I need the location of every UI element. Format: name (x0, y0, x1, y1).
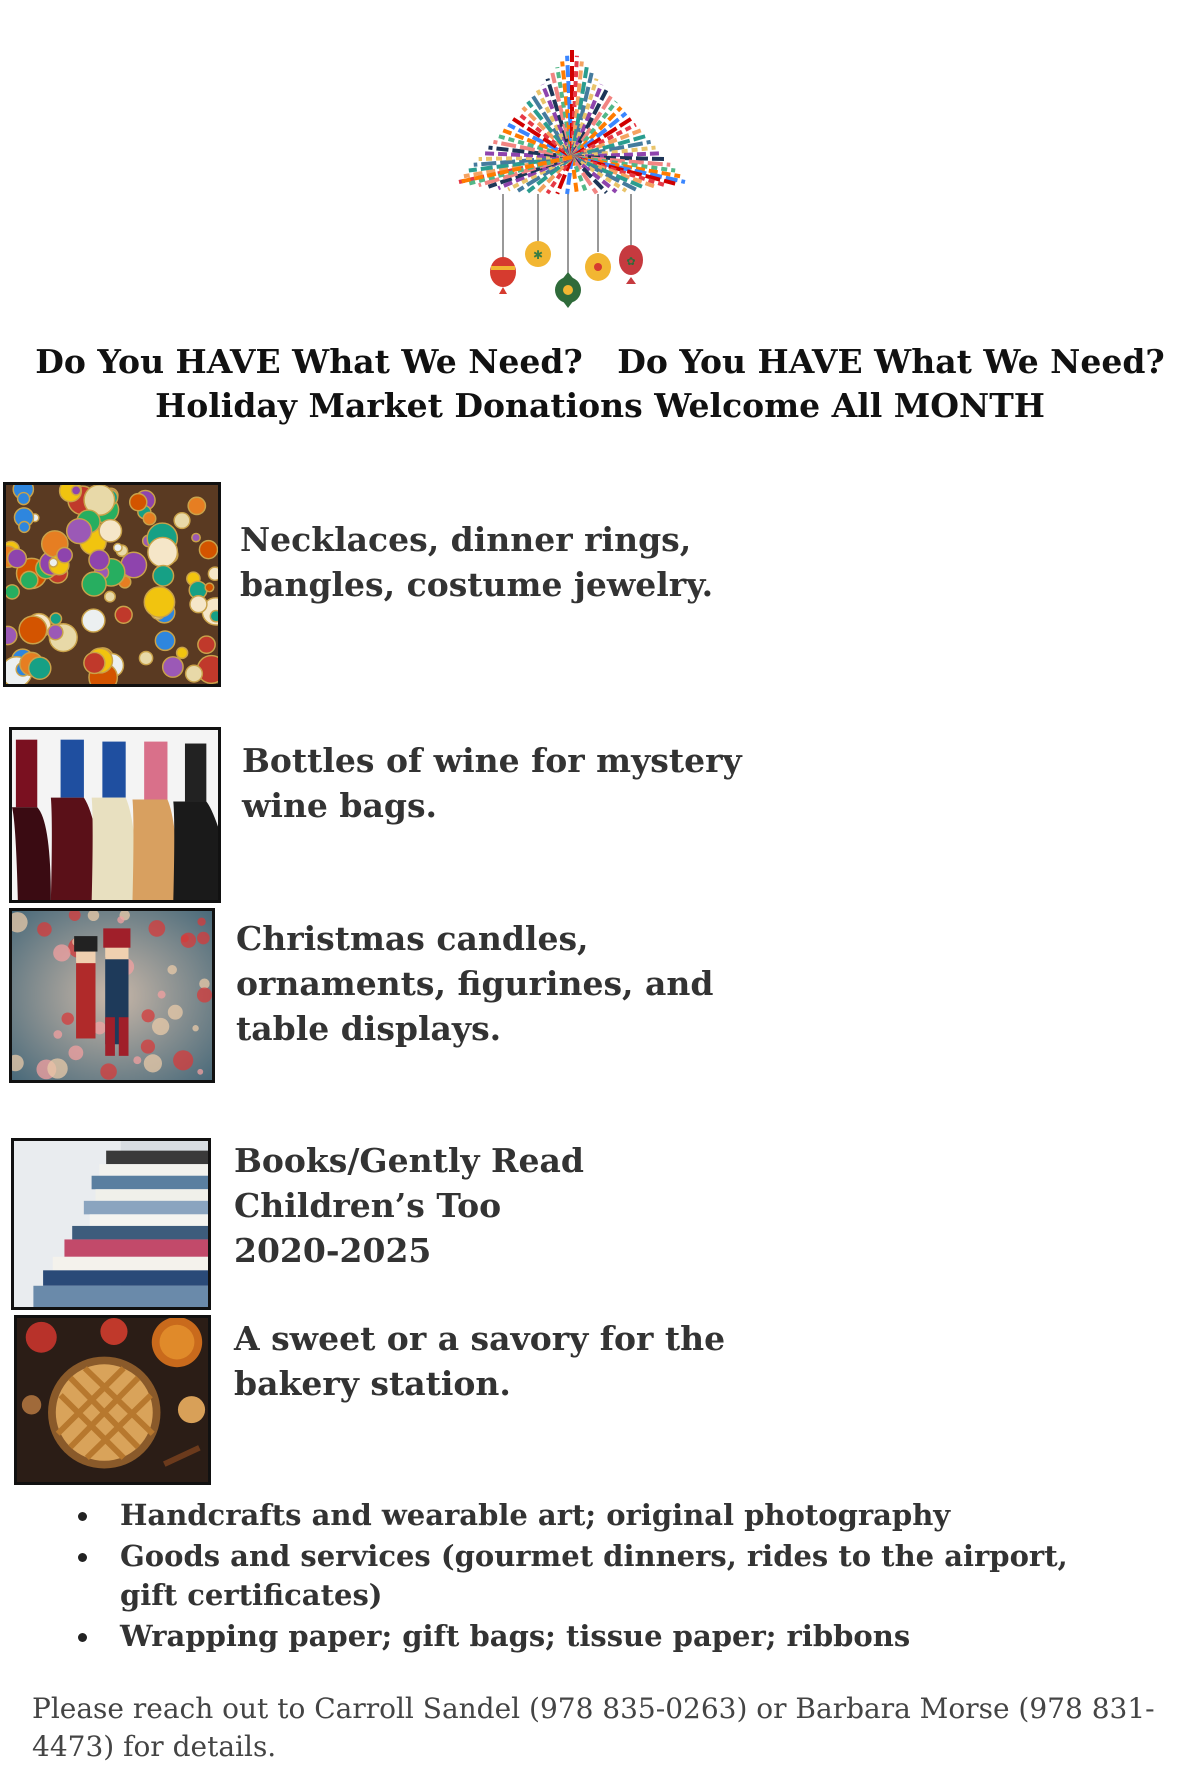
books-photo (11, 1138, 211, 1310)
item-jewelry-text: Necklaces, dinner rings, bangles, costume jewelry. (240, 520, 714, 604)
holiday-ornament-logo-icon (455, 42, 740, 332)
item-wine-text: Bottles of wine for mystery wine bags. (242, 741, 742, 825)
pie-photo (14, 1315, 211, 1485)
bullet-item (70, 1537, 1110, 1615)
donation-bullet-list (70, 1496, 1110, 1658)
item-christmas-text: Christmas candles, ornaments, figurines, and table displays. (236, 919, 714, 1048)
wine-bottles-photo (9, 727, 221, 903)
item-books-text: Books/Gently Read Children’s Too 2020-2025 (234, 1141, 584, 1270)
bullet-text: Wrapping paper; gift bags; tissue paper; ribbons (120, 1619, 911, 1653)
bullet-text: Handcrafts and wearable art; original photography (120, 1498, 951, 1532)
jewelry-photo (3, 482, 221, 687)
headline-line-1: Do You HAVE What We Need? Do You HAVE What We Need? (35, 342, 1165, 381)
nutcracker-photo (9, 908, 215, 1083)
bullet-text: Goods and services (gourmet dinners, rides to the airport, gift certificates) (120, 1539, 1068, 1612)
svg-text:✱: ✱ (532, 248, 544, 262)
headline-line-2: Holiday Market Donations Welcome All MONTH (155, 386, 1045, 425)
contact-note: Please reach out to Carroll Sandel (978 835-0263) or Barbara Morse (978 831-4473) for details. (32, 1692, 1155, 1763)
bullet-dot-icon (78, 1512, 87, 1521)
bullet-dot-icon (78, 1553, 87, 1562)
bullet-item (70, 1496, 1110, 1535)
svg-text:✿: ✿ (626, 255, 636, 268)
bullet-dot-icon (78, 1633, 87, 1642)
bullet-item (70, 1617, 1110, 1656)
item-bakery-text: A sweet or a savory for the bakery station. (234, 1319, 726, 1403)
